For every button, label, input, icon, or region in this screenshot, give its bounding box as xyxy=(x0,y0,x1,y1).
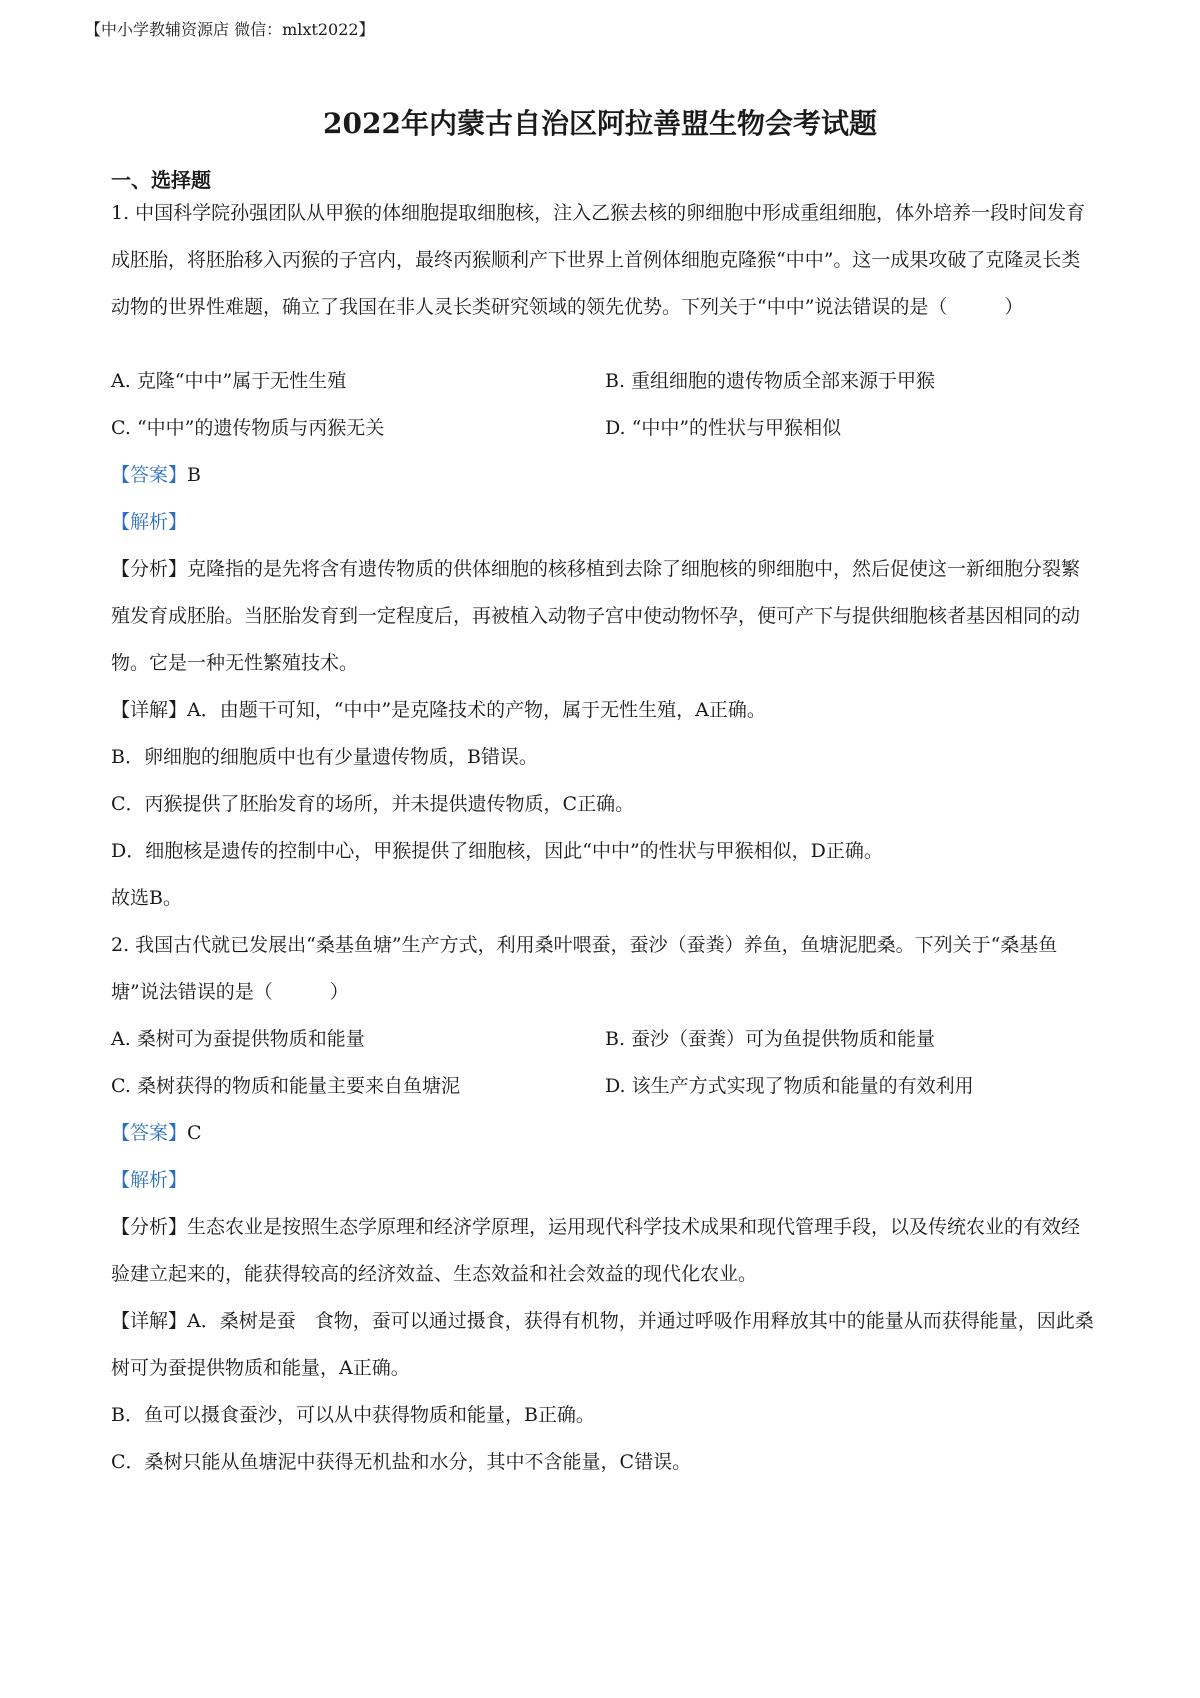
q1-jiexi xyxy=(111,499,1096,546)
q2-option-a: A. 桑树可为蚕提供物质和能量 xyxy=(111,1028,365,1050)
q1-line-d: D．细胞核是遗传的控制中心，甲猴提供了细胞核，因此“中中”的性状与甲猴相似，D正确。 xyxy=(111,840,883,862)
section-heading: 一、选择题 xyxy=(111,168,211,192)
q1-xiangjie xyxy=(111,687,1096,734)
q1-option-c: C. “中中”的遗传物质与丙猴无关 xyxy=(111,417,385,439)
jiexi-label: 【解析】 xyxy=(111,511,188,533)
q2-option-b: B. 蚕沙（蚕粪）可为鱼提供物质和能量 xyxy=(605,1028,936,1050)
q1-option-b: B. 重组细胞的遗传物质全部来源于甲猴 xyxy=(605,370,936,392)
watermark: 【中小学教辅资源店 微信：mlxt2022】 xyxy=(85,20,375,39)
q2-line-c: C．桑树只能从鱼塘泥中获得无机盐和水分，其中不含能量，C错误。 xyxy=(111,1451,692,1473)
q1-xiangjie-text: A．由题干可知，“中中”是克隆技术的产物，属于无性生殖，A正确。 xyxy=(187,699,766,721)
page-title: 2022年内蒙古自治区阿拉善盟生物会考试题 xyxy=(323,107,877,140)
q1-option-a: A. 克隆“中中”属于无性生殖 xyxy=(111,370,347,392)
q2-option-d: D. 该生产方式实现了物质和能量的有效利用 xyxy=(605,1075,974,1097)
q1-fenxi-text: 克隆指的是先将含有遗传物质的供体细胞的核移植到去除了细胞核的卵细胞中，然后促使这一新细胞分裂繁殖发育成胚胎。当胚胎发育到一定程度后，再被植入动物子宫中使动物怀孕，便可产下与提供细胞核者基因相同的动物。它是一种无性繁殖技术。 xyxy=(111,558,1081,674)
q2-option-c: C. 桑树获得的物质和能量主要来自鱼塘泥 xyxy=(111,1075,460,1097)
q2-jiexi xyxy=(111,1157,1096,1204)
q1-line-c: C．丙猴提供了胚胎发育的场所，并未提供遗传物质，C正确。 xyxy=(111,793,635,815)
q2-xiangjie xyxy=(111,1298,1096,1392)
q1-line-b: B．卵细胞的细胞质中也有少量遗传物质，B错误。 xyxy=(111,746,538,768)
answer-label: 【答案】 xyxy=(111,464,188,486)
q2-stem: 2. 我国古代就已发展出“桑基鱼塘”生产方式，利用桑叶喂蚕，蚕沙（蚕粪）养鱼，鱼塘泥肥桑。下列关于“桑基鱼塘”说法错误的是（ ） xyxy=(111,934,1058,1003)
jiexi-label: 【解析】 xyxy=(111,1169,188,1191)
q1-conclusion: 故选B。 xyxy=(111,887,182,909)
q1-option-d: D. “中中”的性状与甲猴相似 xyxy=(605,417,842,439)
answer-label: 【答案】 xyxy=(111,1122,188,1144)
q2-fenxi-text: 生态农业是按照生态学原理和经济学原理，运用现代科学技术成果和现代管理手段，以及传统农业的有效经验建立起来的，能获得较高的经济效益、生态效益和社会效益的现代化农业。 xyxy=(111,1216,1081,1285)
q2-xiangjie-text: A．桑树是蚕 食物，蚕可以通过摄食，获得有机物，并通过呼吸作用释放其中的能量从而获得能量，因此桑树可为蚕提供物质和能量，A正确。 xyxy=(111,1310,1094,1379)
q2-line-b: B．鱼可以摄食蚕沙，可以从中获得物质和能量，B正确。 xyxy=(111,1404,595,1426)
q2-fenxi xyxy=(111,1204,1096,1298)
q1-stem: 1. 中国科学院孙强团队从甲猴的体细胞提取细胞核，注入乙猴去核的卵细胞中形成重组细胞，体外培养一段时间发育成胚胎，将胚胎移入丙猴的子宫内，最终丙猴顺利产下世界上首例体细胞克隆猴“中中”。这一成果攻破了克隆灵长类动物的世界性难题，确立了我国在非人灵长类研究领域的领先优势。下列关于“中中”说法错误的是（ ） xyxy=(111,202,1086,318)
fenxi-label: 【分析】 xyxy=(111,1216,188,1238)
q1-answer-value: B xyxy=(187,464,201,486)
q1-answer xyxy=(111,452,1096,499)
q1-fenxi xyxy=(111,546,1096,687)
xiangjie-label: 【详解】 xyxy=(111,1310,188,1332)
xiangjie-label: 【详解】 xyxy=(111,699,188,721)
fenxi-label: 【分析】 xyxy=(111,558,188,580)
q2-answer xyxy=(111,1110,1096,1157)
q2-answer-value: C xyxy=(187,1122,202,1144)
